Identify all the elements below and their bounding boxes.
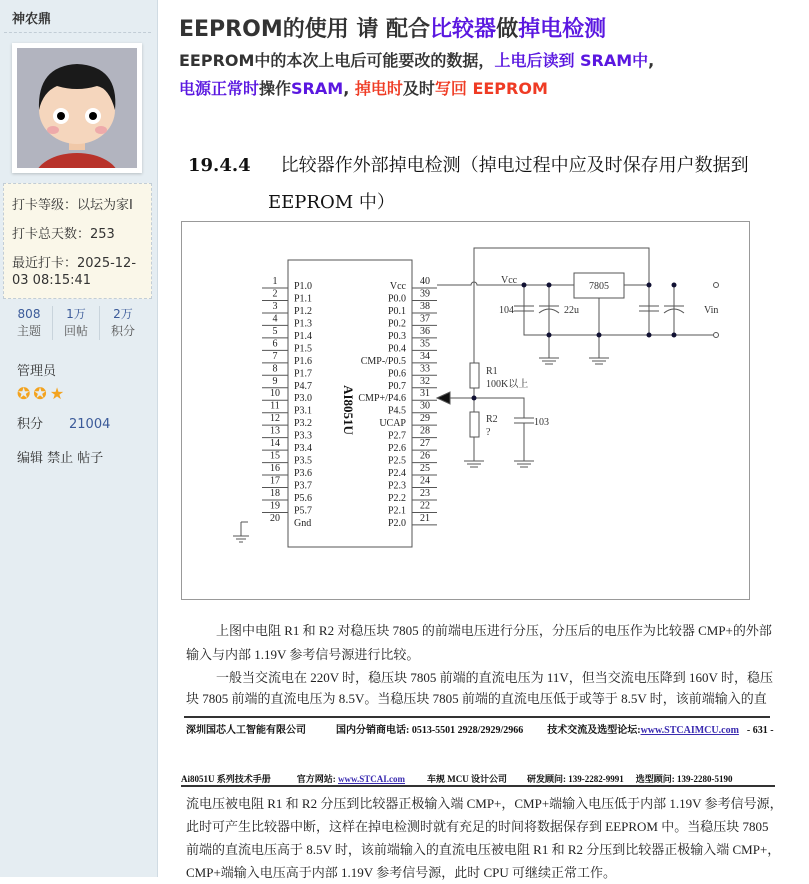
checkin-days: 打卡总天数：253 xyxy=(12,227,115,242)
pin-number: 12 xyxy=(270,413,280,425)
pin-number: 3 xyxy=(272,300,278,312)
username[interactable]: 神农鼎 xyxy=(12,12,52,27)
pin-number: 26 xyxy=(420,450,430,462)
admin-actions[interactable]: 编辑 禁止 帖子 xyxy=(17,451,104,466)
pin-label-left: P1.3 xyxy=(294,318,313,330)
pin-number: 11 xyxy=(270,400,280,412)
page-header: Ai8051U 系列技术手册 官方网站: www.STCAI.com 车规 MCU 设计公司 研发顾问: 139-2282-9991 选型顾问: 139-2280-5190 xyxy=(181,774,733,784)
pin-label-left: P3.7 xyxy=(294,480,313,492)
pin-number: 40 xyxy=(420,276,430,287)
pin-number: 13 xyxy=(270,425,280,437)
last-checkin-time: 03 08:15:41 xyxy=(12,273,92,288)
r1-label: R1 xyxy=(486,366,498,377)
points-row xyxy=(17,413,110,432)
pin-number: 20 xyxy=(270,512,280,524)
c2-label: 22u xyxy=(564,305,579,316)
pin-number: 27 xyxy=(420,438,430,450)
pin-label-left: P3.0 xyxy=(294,393,313,405)
pin-number: 37 xyxy=(420,313,430,325)
section-number: 19.4.4 xyxy=(188,155,251,176)
checkin-info xyxy=(3,183,152,299)
header-rule xyxy=(181,785,775,787)
pin-number: 17 xyxy=(270,475,280,487)
points-value: 21004 xyxy=(69,417,111,432)
pin-label-right: P4.5 xyxy=(387,405,406,417)
pin-label-left: P3.2 xyxy=(294,418,313,430)
paragraph-1: 上图中电阻 R1 和 R2 对稳压块 7805 的前端电压进行分压，分压后的电压作为比较器 CMP+的外部 xyxy=(216,623,772,638)
pin-number: 2 xyxy=(272,288,278,300)
paragraph-2-cont: 块 7805 前端的直流电压为 8.5V。当稳压块 7805 前端的直流电压低于或等于 8.5V 时，该前端输入的直 xyxy=(186,691,767,706)
pin-number: 38 xyxy=(420,300,430,312)
avatar-cartoon-icon xyxy=(17,48,137,168)
pin-label-right: P2.1 xyxy=(387,505,406,517)
stat-points[interactable] xyxy=(100,306,146,340)
stat-label: 积分 xyxy=(110,324,135,338)
section-heading xyxy=(188,151,749,177)
pin-number: 29 xyxy=(420,413,430,425)
pin-number: 22 xyxy=(420,500,430,512)
pin-number: 15 xyxy=(270,450,280,462)
pin-label-left: P1.4 xyxy=(294,330,313,342)
pin-label-left: P5.6 xyxy=(294,492,313,504)
user-role[interactable]: 管理员 xyxy=(17,364,57,379)
c1-label: 104 xyxy=(499,305,514,316)
pin-number: 28 xyxy=(420,425,430,437)
pin-label-right: P0.3 xyxy=(387,330,406,342)
pin-label-right: Vcc xyxy=(389,281,406,292)
stat-value: 1万 xyxy=(66,307,86,321)
user-stats xyxy=(6,306,146,340)
pin-number: 35 xyxy=(420,338,430,350)
pin-label-left: P3.6 xyxy=(294,468,313,480)
divider xyxy=(4,32,151,33)
forum-link[interactable]: www.STCAIMCU.com xyxy=(640,725,739,736)
stat-label: 回帖 xyxy=(63,324,88,338)
points-label: 积分 xyxy=(17,417,44,432)
pin-number: 39 xyxy=(420,288,430,300)
site-link[interactable]: www.STCAI.com xyxy=(338,774,406,784)
section-title: 比较器作外部掉电检测（掉电过程中应及时保存用户数据到 xyxy=(280,155,749,176)
pin-label-left: P4.7 xyxy=(294,380,313,392)
r2-label: R2 xyxy=(486,414,498,425)
circuit-schematic xyxy=(181,221,751,601)
pin-label-left: P3.3 xyxy=(294,430,313,442)
post-title: EEPROM的使用 请 配合比较器做掉电检测 xyxy=(179,17,607,42)
pin-label-left: Gnd xyxy=(294,517,312,529)
pin-number: 36 xyxy=(420,325,430,337)
pin-label-right: CMP-/P0.5 xyxy=(360,355,406,367)
stat-replies[interactable] xyxy=(53,306,100,340)
r1-value: 100K以上 xyxy=(486,379,529,390)
pin-number: 34 xyxy=(420,350,430,362)
checkin-level: 打卡等级：以坛为家I xyxy=(12,198,133,213)
pin-number: 21 xyxy=(420,512,430,524)
stat-label: 主题 xyxy=(16,324,41,338)
paragraph-1-cont: 输入与内部 1.19V 参考信号源进行比较。 xyxy=(186,647,420,662)
pin-number: 7 xyxy=(272,350,278,362)
c3-label: 103 xyxy=(534,417,549,428)
pin-label-right: CMP+/P4.6 xyxy=(358,393,406,405)
pin-label-right: P2.6 xyxy=(387,443,406,455)
paragraph-3: 流电压被电阻 R1 和 R2 分压到比较器正极输入端 CMP+，CMP+端输入电压低于内部 1.19V 参考信号源， 此时可产生比较器中断，这样在掉电检测时就有充足的时间将数据保存到 EEPROM 中。当稳压块 7805 前端的直流电压高于 8.5V 时，该前端输入的直流电压被电阻 R1 和 R2 分压到比较器正极输入端 CMP+， CMP+端输入电压高于内部 1.19V 参考信号源，此时 CPU 可继续正常工作。 xyxy=(186,796,783,880)
pin-number: 5 xyxy=(272,325,278,337)
pin-number: 1 xyxy=(272,276,278,287)
pin-label-right: UCAP xyxy=(379,418,406,430)
pin-label-right: P2.0 xyxy=(387,517,406,529)
avatar[interactable] xyxy=(12,43,142,173)
pin-label-right: P2.3 xyxy=(387,480,406,492)
regulator-label: 7805 xyxy=(589,281,609,292)
post-line-2: 电源正常时操作SRAM, 掉电时及时写回 EEPROM xyxy=(179,79,548,98)
pin-number: 31 xyxy=(420,388,430,400)
footer-rule xyxy=(184,716,770,718)
pin-label-left: P1.2 xyxy=(294,305,313,317)
pin-number: 18 xyxy=(270,487,280,499)
pin-label-right: P0.6 xyxy=(387,368,406,380)
pin-number: 24 xyxy=(420,475,430,487)
pin-label-left: P5.7 xyxy=(294,505,313,517)
page-footer: 深圳国芯人工智能有限公司 国内分销商电话: 0513-5501 2928/2929/2966 技术交流及选型论坛:www.STCAIMCU.com - 631 - xyxy=(186,725,774,736)
user-sidebar xyxy=(0,0,158,877)
pin-label-left: P3.4 xyxy=(294,443,313,455)
pin-number: 8 xyxy=(272,363,278,375)
r2-value: ? xyxy=(486,427,491,438)
pin-label-right: P0.1 xyxy=(387,305,406,317)
pin-number: 10 xyxy=(270,388,280,400)
pin-label-left: P1.7 xyxy=(294,368,313,380)
last-checkin: 最近打卡：2025-12- xyxy=(12,256,137,271)
pin-number: 16 xyxy=(270,463,280,475)
paragraph-2: 一般当交流电在 220V 时，稳压块 7805 前端的直流电压为 11V，但当交流电压降到 160V 时，稳压 xyxy=(216,670,773,685)
vin-label: Vin xyxy=(704,305,719,316)
pin-label-right: P0.0 xyxy=(387,293,406,305)
pin-number: 19 xyxy=(270,500,280,512)
pin-number: 6 xyxy=(272,338,278,350)
pin-label-right: P2.7 xyxy=(387,430,406,442)
section-title-cont: EEPROM 中） xyxy=(268,192,395,213)
pin-number: 9 xyxy=(272,375,278,387)
stat-value: 2万 xyxy=(113,307,133,321)
stat-value: 808 xyxy=(17,307,41,321)
pin-number: 23 xyxy=(420,487,430,499)
pin-number: 4 xyxy=(272,313,278,325)
stat-threads[interactable] xyxy=(6,306,53,340)
pin-number: 32 xyxy=(420,375,430,387)
pin-label-right: P0.7 xyxy=(387,380,406,392)
pin-number: 30 xyxy=(420,400,430,412)
pin-label-left: P1.0 xyxy=(294,281,313,292)
pin-label-left: P3.5 xyxy=(294,455,313,467)
pin-label-left: P1.5 xyxy=(294,343,313,355)
pin-number: 33 xyxy=(420,363,430,375)
pin-label-right: P2.2 xyxy=(387,492,406,504)
pin-label-left: P3.1 xyxy=(294,405,313,417)
pin-label-right: P2.4 xyxy=(387,468,406,480)
pin-label-left: P1.1 xyxy=(294,293,313,305)
pin-label-right: P2.5 xyxy=(387,455,406,467)
pin-number: 25 xyxy=(420,463,430,475)
pin-number: 14 xyxy=(270,438,280,450)
rank-stars-icon: ✪✪★ xyxy=(17,384,68,403)
vcc-label: Vcc xyxy=(501,275,518,286)
chip-label: AI8051U xyxy=(341,385,356,435)
pin-label-left: P1.6 xyxy=(294,355,313,367)
pin-label-right: P0.4 xyxy=(387,343,406,355)
pin-label-right: P0.2 xyxy=(387,318,406,330)
post-line-1: EEPROM中的本次上电后可能要改的数据，上电后读到 SRAM中, xyxy=(179,51,655,70)
